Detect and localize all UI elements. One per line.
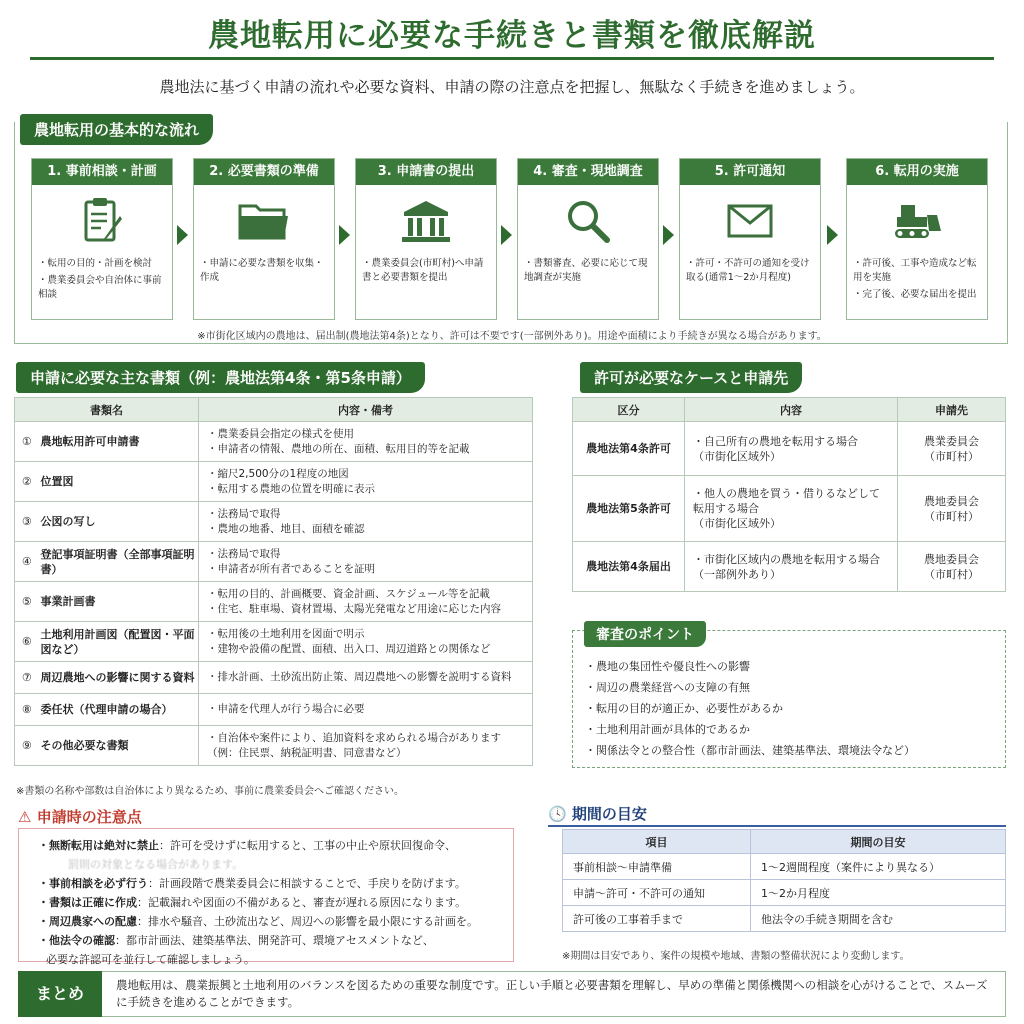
item-text: ：計画段階で農業委員会に相談することで、手戻りを防げます。 <box>148 877 466 890</box>
row-num: ① <box>15 422 39 462</box>
content-line: ・法務局で取得 <box>207 547 281 560</box>
content-line: ・申請者が所有者であることを証明 <box>207 562 375 575</box>
flow-step-6 <box>846 158 988 320</box>
table-row <box>573 542 1006 592</box>
step-line: ・転用の目的・計画を検討 <box>38 258 153 269</box>
doc-content <box>199 726 533 766</box>
row-num: ⑧ <box>15 694 39 726</box>
period-value: 他法令の手続き期間を含む <box>751 906 1006 932</box>
review-list <box>585 656 915 761</box>
step-line: ・許可・不許可の通知を受け取る(通常1〜2か月程度) <box>686 258 810 283</box>
envelope-icon <box>680 185 820 257</box>
doc-content <box>199 502 533 542</box>
period-heading-text: 期間の目安 <box>571 805 647 823</box>
flow-step-2 <box>193 158 335 320</box>
content-line: ・農地の地番、地目、面積を確認 <box>207 522 365 535</box>
item-text-cont: 必要な許認可を並行して確認しましょう。 <box>46 953 255 966</box>
period-divider <box>548 825 1006 827</box>
summary-label: まとめ <box>18 971 102 1017</box>
doc-name: 農地転用許可申請書 <box>39 422 199 462</box>
permit-target <box>898 542 1006 592</box>
doc-name: 土地利用計画図（配置図・平面図など） <box>39 622 199 662</box>
content-line: ・転用する農地の位置を明確に表示 <box>207 482 375 495</box>
permit-target <box>898 476 1006 542</box>
bulldozer-icon <box>847 185 987 257</box>
table-row <box>15 462 533 502</box>
step-line: ・農業委員会や自治体に事前相談 <box>38 275 162 300</box>
table-row <box>573 476 1006 542</box>
permit-target <box>898 422 1006 476</box>
row-num: ④ <box>15 542 39 582</box>
target-line: （市町村） <box>924 567 979 581</box>
table-row <box>15 622 533 662</box>
page-title: 農地転用に必要な手続きと書類を徹底解説 <box>208 18 816 54</box>
flow-arrow-icon <box>339 225 350 245</box>
step-title: 5. 許可通知 <box>680 159 820 185</box>
target-line: 農業委員会 <box>924 434 979 448</box>
doc-name: 位置図 <box>39 462 199 502</box>
table-row <box>15 502 533 542</box>
doc-content <box>199 582 533 622</box>
doc-name: 登記事項証明書（全部事項証明書） <box>39 542 199 582</box>
step-title: 3. 申請書の提出 <box>356 159 496 185</box>
row-num: ③ <box>15 502 39 542</box>
content-line: ・転用の目的、計画概要、資金計画、スケジュール等を記載 <box>207 587 490 600</box>
flow-arrow-icon <box>501 225 512 245</box>
target-line: 農地委員会 <box>924 494 979 508</box>
step-line: ・書類審査、必要に応じて現地調査が実施 <box>524 258 648 283</box>
page-subtitle: 農地法に基づく申請の流れや必要な資料、申請の際の注意点を把握し、無駄なく手続きを進めましょう。 <box>159 78 865 96</box>
doc-name: 委任状（代理申請の場合） <box>39 694 199 726</box>
caution-list <box>38 836 508 969</box>
content-line: ・自己所有の農地を転用する場合 <box>693 434 858 448</box>
table-row <box>573 422 1006 476</box>
target-line: （市町村） <box>924 449 979 463</box>
row-num: ② <box>15 462 39 502</box>
permit-col-kubun: 区分 <box>573 398 685 422</box>
list-item: ・土地利用計画が具体的であるか <box>585 723 750 736</box>
period-item: 事前相談〜申請準備 <box>563 854 751 880</box>
item-title: ・書類は正確に作成 <box>38 896 137 909</box>
content-line: （市街化区域外） <box>693 449 781 463</box>
docs-col-content: 内容・備考 <box>199 398 533 422</box>
list-item <box>38 836 508 855</box>
period-heading <box>548 803 647 824</box>
step-title: 6. 転用の実施 <box>847 159 987 185</box>
doc-name: 事業計画書 <box>39 582 199 622</box>
permit-kubun: 農地法第4条届出 <box>573 542 685 592</box>
table-row <box>563 854 1006 880</box>
row-num: ⑦ <box>15 662 39 694</box>
flow-step-4 <box>517 158 659 320</box>
content-line: （市街化区域外） <box>693 517 781 530</box>
step-line: ・農業委員会(市町村)へ申請書と必要書類を提出 <box>362 258 484 283</box>
folder-icon <box>194 185 334 257</box>
table-row <box>15 582 533 622</box>
period-note: ※期間は目安であり、案件の規模や地域、書類の整備状況により変動します。 <box>562 951 910 962</box>
item-title: ・周辺農家への配慮 <box>38 915 137 928</box>
row-num: ⑤ <box>15 582 39 622</box>
content-line: ・建物や設備の配置、面積、出入口、周辺道路との関係など <box>207 642 491 655</box>
government-building-icon <box>356 185 496 257</box>
caution-heading <box>18 806 142 827</box>
docs-col-name: 書類名 <box>15 398 199 422</box>
table-row <box>15 542 533 582</box>
doc-name: 公図の写し <box>39 502 199 542</box>
list-item: ・関係法令との整合性（都市計画法、建築基準法、環境法令など） <box>585 744 915 757</box>
item-text: ：記載漏れや図面の不備があると、審査が遅れる原因になります。 <box>137 896 467 909</box>
content-line: ・農業委員会指定の様式を使用 <box>207 427 354 440</box>
permit-kubun: 農地法第4条許可 <box>573 422 685 476</box>
item-title: ・無断転用は絶対に禁止 <box>38 839 159 852</box>
period-item: 許可後の工事着手まで <box>563 906 751 932</box>
permit-heading: 許可が必要なケースと申請先 <box>580 362 802 393</box>
content-line: （一部例外あり） <box>693 567 781 581</box>
doc-name: 周辺農地への影響に関する資料 <box>39 662 199 694</box>
doc-content <box>199 422 533 462</box>
list-item <box>38 874 508 893</box>
table-row <box>563 880 1006 906</box>
step-title: 4. 審査・現地調査 <box>518 159 658 185</box>
list-item <box>38 893 508 912</box>
title-divider <box>30 57 994 60</box>
period-col-period: 期間の目安 <box>751 830 1006 854</box>
flow-step-3 <box>355 158 497 320</box>
flow-step-5 <box>679 158 821 320</box>
table-row <box>15 422 533 462</box>
docs-note: ※書類の名称や部数は自治体により異なるため、事前に農業委員会へご確認ください。 <box>16 786 404 797</box>
doc-content <box>199 622 533 662</box>
target-line: （市町村） <box>924 509 979 523</box>
clipboard-icon <box>32 185 172 257</box>
item-text-cont: 罰則の対象となる場合があります。 <box>68 858 244 871</box>
list-item <box>38 931 508 950</box>
permit-content <box>685 422 898 476</box>
table-row <box>15 726 533 766</box>
flow-arrow-icon <box>827 225 838 245</box>
content-line: ・住宅、駐車場、資材置場、太陽光発電など用途に応じた内容 <box>207 602 501 615</box>
step-title: 2. 必要書類の準備 <box>194 159 334 185</box>
table-row <box>563 906 1006 932</box>
target-line: 農地委員会 <box>924 552 979 566</box>
step-title: 1. 事前相談・計画 <box>32 159 172 185</box>
item-title: ・事前相談を必ず行う <box>38 877 148 890</box>
row-num: ⑨ <box>15 726 39 766</box>
item-title: ・他法令の確認 <box>38 934 115 947</box>
item-text: ：許可を受けずに転用すると、工事の中止や原状回復命令、 <box>159 839 456 852</box>
row-num: ⑥ <box>15 622 39 662</box>
magnifier-icon <box>518 185 658 257</box>
flow-step-1 <box>31 158 173 320</box>
period-item: 申請〜許可・不許可の通知 <box>563 880 751 906</box>
list-item: ・農地の集団性や優良性への影響 <box>585 660 750 673</box>
list-item: ・転用の目的が適正か、必要性があるか <box>585 702 783 715</box>
doc-content <box>199 694 533 726</box>
content-line: ・縮尺2,500分の1程度の地図 <box>207 467 349 480</box>
doc-content <box>199 462 533 502</box>
content-line: ・排水計画、土砂流出防止策、周辺農地への影響を説明する資料 <box>207 671 512 683</box>
doc-content <box>199 542 533 582</box>
step-line: ・完了後、必要な届出を提出 <box>853 289 977 300</box>
docs-table <box>14 397 533 766</box>
doc-name: その他必要な書類 <box>39 726 199 766</box>
content-line: ・他人の農地を買う・借りるなどして <box>693 487 880 500</box>
table-row <box>15 694 533 726</box>
flow-arrow-icon <box>663 225 674 245</box>
permit-table <box>572 397 1006 592</box>
caution-heading-text: 申請時の注意点 <box>36 808 142 826</box>
review-heading: 審査のポイント <box>584 621 706 647</box>
period-table <box>562 829 1006 932</box>
content-line: ・市街化区域内の農地を転用する場合 <box>693 552 880 566</box>
permit-col-target: 申請先 <box>898 398 1006 422</box>
clock-icon: 🕓 <box>548 805 567 823</box>
period-col-item: 項目 <box>563 830 751 854</box>
flow-heading: 農地転用の基本的な流れ <box>20 114 213 145</box>
content-line: ・申請者の情報、農地の所在、面積、転用目的等を記載 <box>207 442 470 455</box>
content-line: ・法務局で取得 <box>207 507 281 520</box>
content-line: 転用する場合 <box>693 502 759 515</box>
list-item <box>38 912 508 931</box>
summary-text: 農地転用は、農業振興と土地利用のバランスを図るための重要な制度です。正しい手順と必要書類を理解し、早めの準備と関係機関への相談を心がけることで、スムーズに手続きを進めることができます。 <box>116 978 988 1009</box>
permit-content <box>685 542 898 592</box>
step-line: ・許可後、工事や造成など転用を実施 <box>853 258 977 283</box>
content-line: ・自治体や案件により、追加資料を求められる場合があります <box>207 731 501 744</box>
table-row <box>15 662 533 694</box>
flow-note: ※市街化区域内の農地は、届出制(農地法第4条)となり、許可は不要です(一部例外あり)。用途や面積により手続きが異なる場合があります。 <box>197 331 827 342</box>
period-value: 1〜2週間程度（案件により異なる） <box>751 854 1006 880</box>
docs-heading: 申請に必要な主な書類（例：農地法第4条・第5条申請） <box>16 362 425 393</box>
warning-icon: ⚠ <box>18 808 32 826</box>
step-line: ・申請に必要な書類を収集・作成 <box>200 258 324 283</box>
content-line: ・申請を代理人が行う場合に必要 <box>207 703 365 715</box>
item-text: ：都市計画法、建築基準法、開発許可、環境アセスメントなど、 <box>115 934 434 947</box>
permit-col-content: 内容 <box>685 398 898 422</box>
list-item: ・周辺の農業経営への支障の有無 <box>585 681 750 694</box>
permit-content <box>685 476 898 542</box>
doc-content <box>199 662 533 694</box>
flow-arrow-icon <box>177 225 188 245</box>
content-line: （例：住民票、納税証明書、同意書など） <box>207 746 407 759</box>
content-line: ・転用後の土地利用を図面で明示 <box>207 627 365 640</box>
permit-kubun: 農地法第5条許可 <box>573 476 685 542</box>
item-text: ：排水や騒音、土砂流出など、周辺への影響を最小限にする計画を。 <box>137 915 478 928</box>
period-value: 1〜2か月程度 <box>751 880 1006 906</box>
